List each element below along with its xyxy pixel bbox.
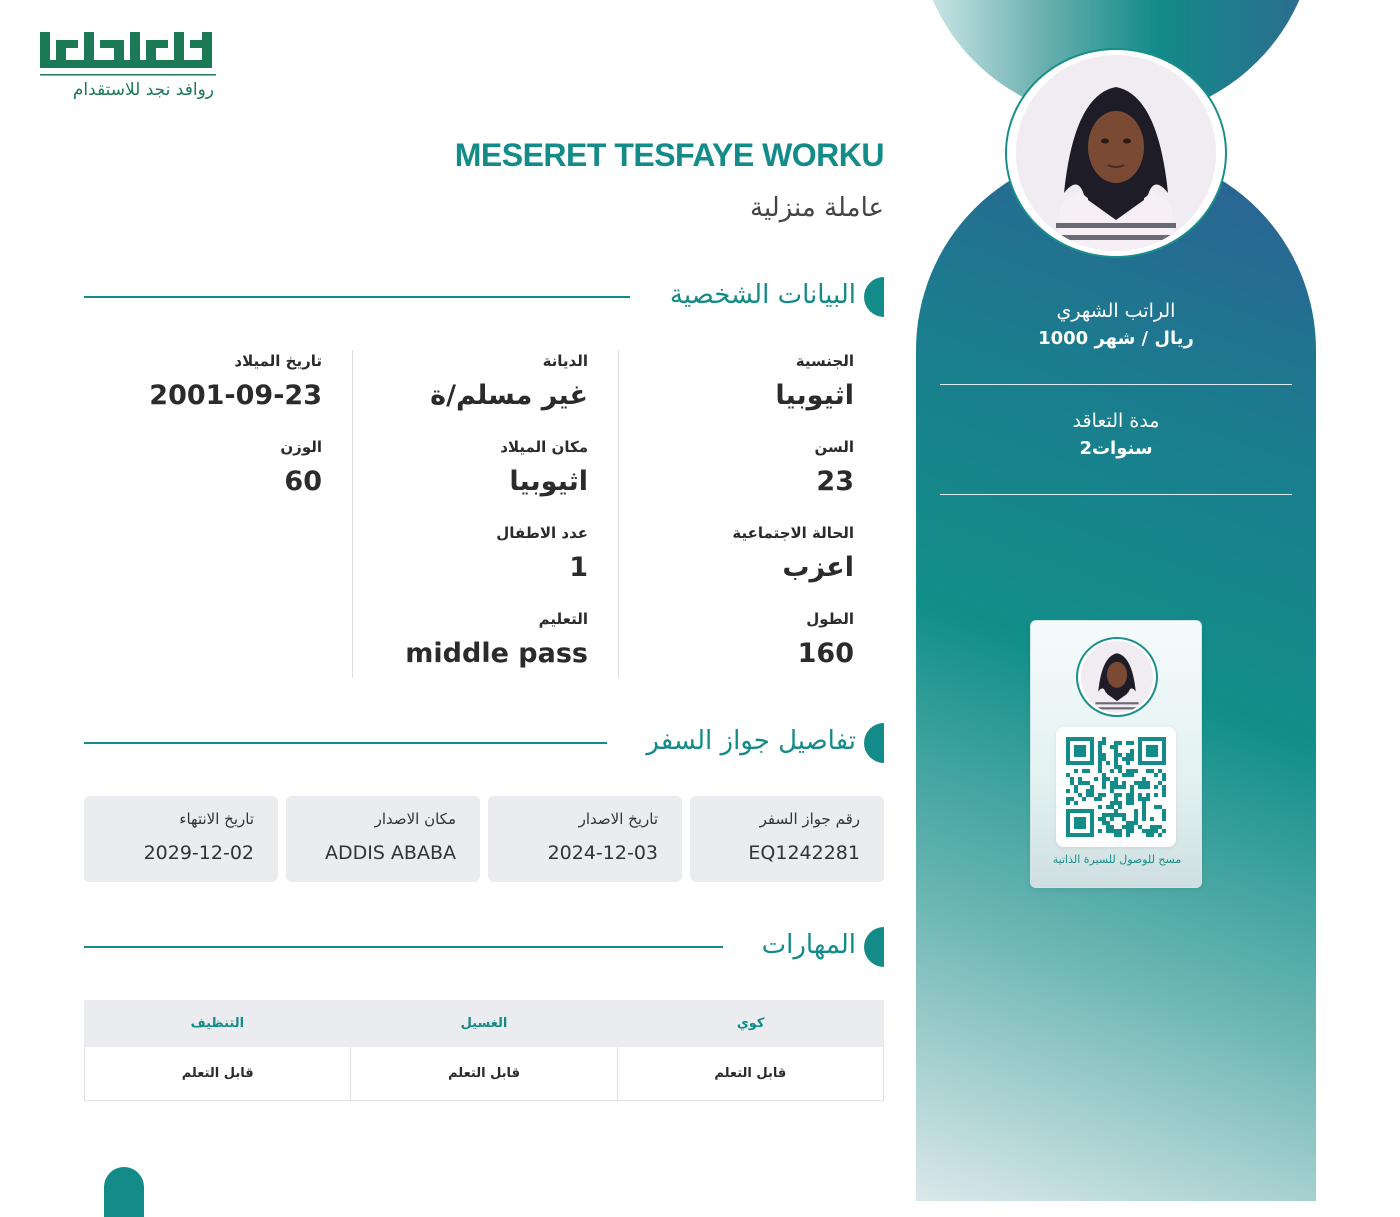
side-divider xyxy=(940,384,1292,385)
job-title: عاملة منزلية xyxy=(750,193,884,223)
field-value: 2001-09-23 xyxy=(149,380,322,411)
field-value: اثيوبيا xyxy=(509,466,588,497)
field-value: 160 xyxy=(797,638,854,669)
personal-column-3 xyxy=(86,350,352,678)
field-birth-date xyxy=(149,352,322,411)
field-value: 60 xyxy=(284,466,322,497)
field-label: مكان الميلاد xyxy=(500,438,588,456)
passport-value: EQ1242281 xyxy=(748,842,860,864)
salary-label: الراتب الشهري xyxy=(1056,300,1176,322)
skill-header: كوي xyxy=(736,1016,765,1031)
field-height xyxy=(798,610,854,669)
passport-label: تاريخ الاصدار xyxy=(578,810,658,828)
column-divider xyxy=(618,350,619,678)
qr-card[interactable] xyxy=(1030,620,1202,888)
skills-table xyxy=(84,1000,884,1101)
field-birth-place xyxy=(500,438,588,497)
qr-code-icon xyxy=(1056,727,1176,847)
qr-avatar xyxy=(1076,637,1158,717)
side-divider xyxy=(940,494,1292,495)
field-value: 1 xyxy=(569,552,588,583)
passport-value: 2029-12-02 xyxy=(143,842,254,864)
profile-photo-image xyxy=(1016,55,1216,251)
passport-label: رقم جواز السفر xyxy=(759,810,860,828)
section-marker xyxy=(864,723,884,763)
skills-header-row xyxy=(84,1000,884,1047)
skill-header: الغسيل xyxy=(460,1016,508,1031)
field-children xyxy=(496,524,588,583)
field-label: الجنسية xyxy=(795,352,854,370)
salary-block xyxy=(940,300,1292,349)
section-marker xyxy=(864,927,884,967)
passport-number-card xyxy=(690,796,884,882)
worker-name: MESERET TESFAYE WORKU xyxy=(454,137,884,173)
field-value: اعزب xyxy=(782,552,854,583)
salary-value: 1000 ريال / شهر xyxy=(1038,328,1194,349)
qr-caption: مسح للوصول للسيرة الذاتية xyxy=(1052,853,1182,866)
passport-label: مكان الاصدار xyxy=(374,810,456,828)
section-divider xyxy=(84,296,630,298)
column-divider xyxy=(352,350,353,678)
field-value: غير مسلم/ة xyxy=(430,380,588,411)
qr-code[interactable] xyxy=(1056,727,1176,847)
field-label: الطول xyxy=(806,610,854,628)
passport-value: 2024-12-03 xyxy=(547,842,658,864)
field-education xyxy=(405,610,588,669)
field-age xyxy=(814,438,854,497)
field-value: اثيوبيا xyxy=(775,380,854,411)
field-value: 23 xyxy=(816,466,854,497)
field-label: الحالة الاجتماعية xyxy=(732,524,854,542)
section-title-skills: المهارات xyxy=(761,930,856,960)
skill-value: قابل التعلم xyxy=(181,1066,254,1081)
contract-block xyxy=(940,410,1292,459)
field-label: التعليم xyxy=(538,610,588,628)
personal-column-2 xyxy=(352,350,618,678)
passport-label: تاريخ الانتهاء xyxy=(179,810,254,828)
bottom-decoration xyxy=(104,1167,144,1217)
section-divider xyxy=(84,742,607,744)
section-marker xyxy=(864,277,884,317)
section-title-passport: تفاصيل جواز السفر xyxy=(646,726,856,756)
field-label: الديانة xyxy=(542,352,588,370)
field-marital-status xyxy=(732,524,854,583)
skills-value-row xyxy=(84,1047,884,1101)
company-name: روافد نجد للاستقدام xyxy=(72,80,214,100)
section-title-personal: البيانات الشخصية xyxy=(669,280,856,310)
contract-label: مدة التعاقد xyxy=(1072,410,1160,432)
qr-avatar-image xyxy=(1081,641,1153,713)
field-label: تاريخ الميلاد xyxy=(234,352,322,370)
field-label: عدد الاطفال xyxy=(496,524,588,542)
passport-value: ADDIS ABABA xyxy=(324,842,456,864)
passport-expiry-date-card xyxy=(84,796,278,882)
profile-photo xyxy=(1005,48,1227,258)
passport-issue-date-card xyxy=(488,796,682,882)
passport-issue-place-card xyxy=(286,796,480,882)
field-label: الوزن xyxy=(280,438,322,456)
field-value: middle pass xyxy=(405,638,588,669)
skill-value: قابل التعلم xyxy=(617,1047,883,1100)
skill-value: قابل التعلم xyxy=(350,1047,616,1100)
section-divider xyxy=(84,946,723,948)
contract-value: 2سنوات xyxy=(1079,438,1153,459)
field-nationality xyxy=(775,352,854,411)
field-weight xyxy=(280,438,322,497)
skill-header: التنظيف xyxy=(190,1016,245,1031)
personal-column-1 xyxy=(618,350,884,678)
field-religion xyxy=(430,352,588,411)
field-label: السن xyxy=(814,438,854,456)
